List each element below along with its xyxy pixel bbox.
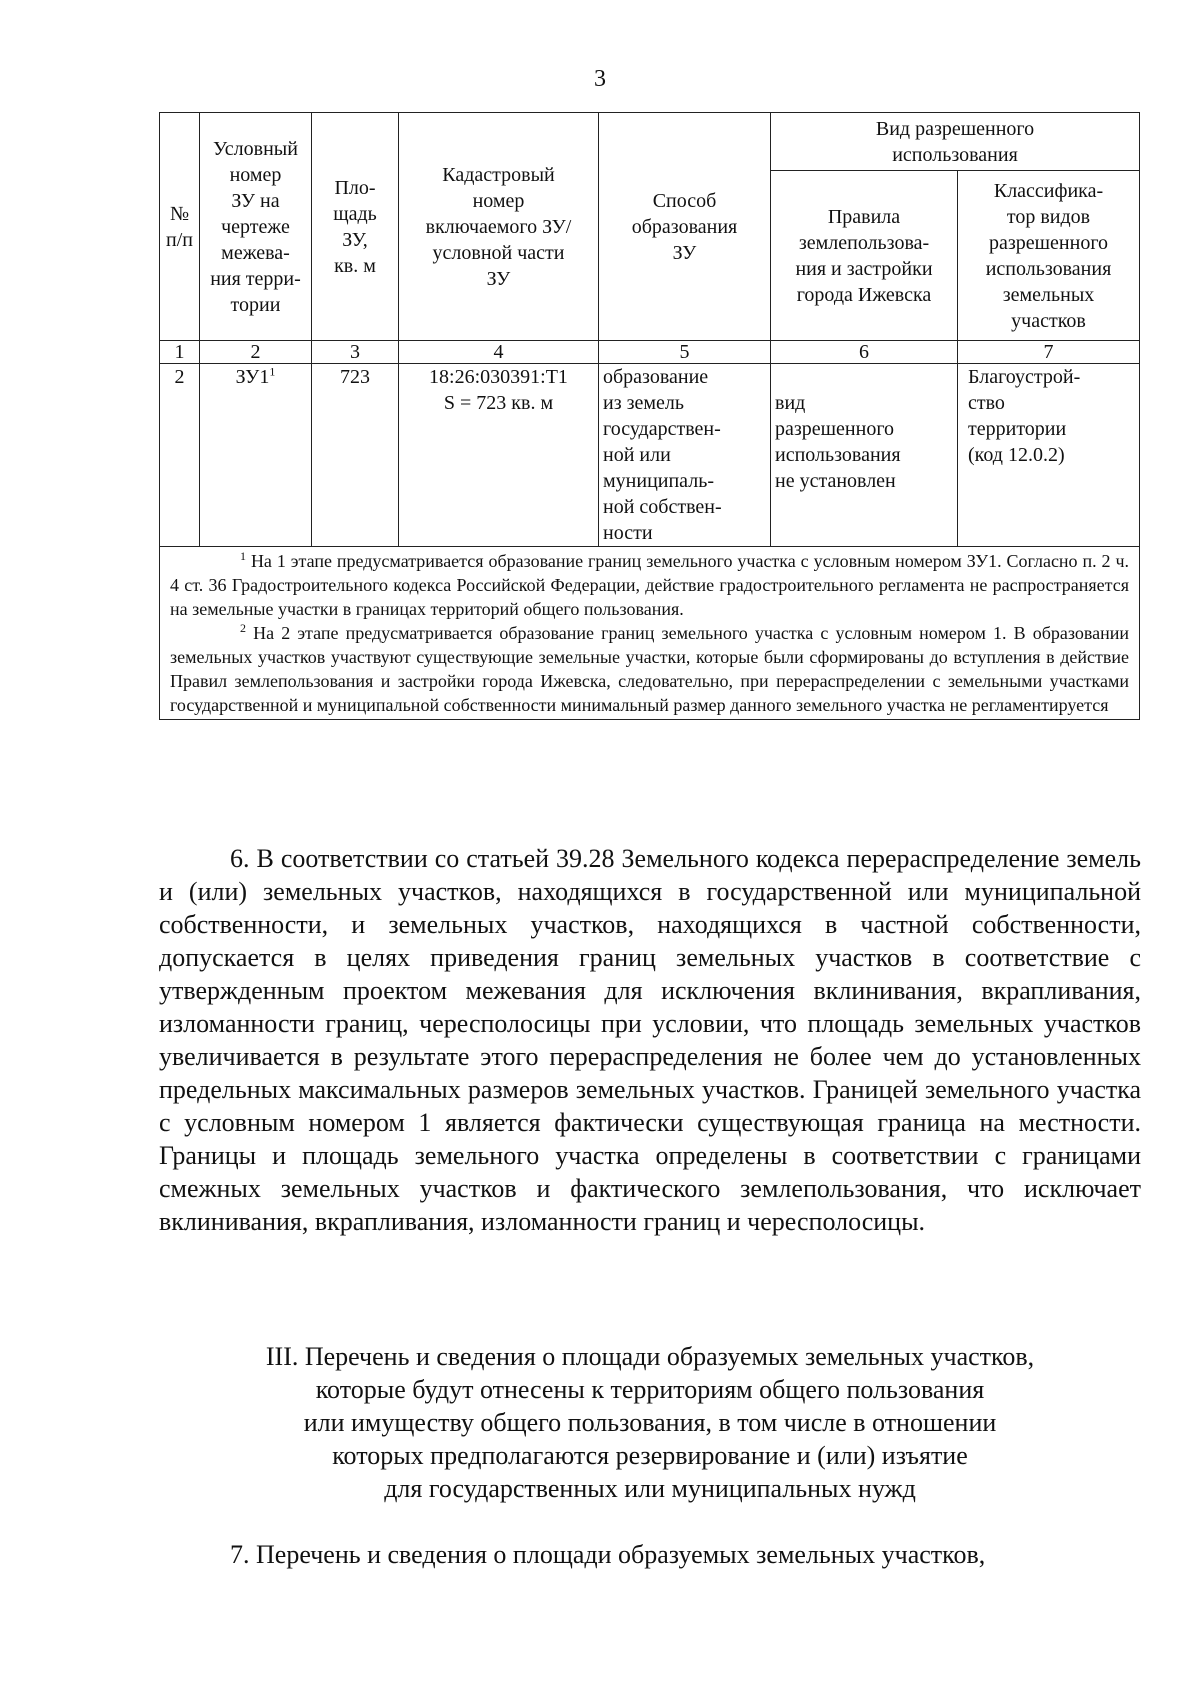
header-line: Кадастровый <box>442 163 555 186</box>
header-line: условной части <box>432 241 565 264</box>
table-notes <box>160 547 1140 720</box>
header-line: Пло- <box>334 176 376 199</box>
cell-line: ство <box>968 392 1005 414</box>
cell-line: S = 723 кв. м <box>443 392 554 414</box>
paragraph-6 <box>159 842 1141 1238</box>
cell-line: ной или <box>603 444 671 466</box>
footnote-text: На 1 этапе предусматривается образование границ земельного участка с условным номером ЗУ1. Согласно п. 2 ч. 4 ст. 36 Градостроительного кодекса Российской Федерации, действие градостроительного регламента не распространяется на земельные участки в границах территорий общего пользования. <box>170 551 1130 619</box>
header-line: использования <box>892 143 1018 166</box>
row-num: 2 <box>160 364 200 547</box>
cell-line: муниципаль- <box>603 470 714 492</box>
cell-line: вид <box>775 392 806 414</box>
header-line: межева- <box>221 241 290 264</box>
column-number: 2 <box>200 341 312 364</box>
cell-line: территории <box>968 418 1067 440</box>
header-line: номер <box>472 189 525 212</box>
header-line: ЗУ <box>672 241 697 264</box>
paragraph-7-text: 7. Перечень и сведения о площади образуемых земельных участков, <box>230 1540 986 1569</box>
column-number: 6 <box>771 341 958 364</box>
header-method <box>599 113 771 341</box>
header-line: ния и застройки <box>795 257 933 280</box>
row-area: 723 <box>312 364 399 547</box>
footnote-text: На 2 этапе предусматривается образование границ земельного участка с условным номером 1. В образовании земельных участков участвуют существующие земельные участки, которые были сформированы до вступления в действие Правил землепользования и застройки города Ижевска, следовательно, при перераспределении с земельными участками государственной и муниципальной собственности минимальный размер данного земельного участка не регламентируется <box>170 623 1130 715</box>
column-number: 4 <box>399 341 599 364</box>
header-line: разрешенного <box>988 231 1109 254</box>
header-line: земельных <box>1002 283 1095 306</box>
header-line: Правила <box>827 205 901 228</box>
cell-line: ной собствен- <box>603 496 722 518</box>
notes-row <box>160 547 1140 720</box>
cell-line: разрешенного <box>775 418 895 440</box>
header-permitted-use <box>771 113 1140 171</box>
paragraph-6-text: 6. В соответствии со статьей 39.28 Земельного кодекса перераспределение земель и (или) земельных участков, находящихся в государственной или муниципальной собственности, и земельных участков, находящихся в частной собственности, допускается в целях приведения границ земельных участков в соответствие с утвержденным проектом межевания для исключения вклинивания, вкрапливания, изломанности границ, чересполосицы при условии, что площадь земельных участков увеличивается в результате этого перераспределения не более чем до установленных предельных максимальных размеров земельных участков. Границей земельного участка с условным номером 1 является фактически существующая граница на местности. Границы и площадь земельного участка определены в соответствии с границами смежных земельных участков и фактического землепользования, что исключает вклинивания, вкрапливания, изломанности границ и чересполосицы. <box>159 844 1141 1236</box>
header-cadastral <box>399 113 599 341</box>
section-title-line: которых предполагаются резервирование и (или) изъятие <box>332 1441 968 1470</box>
header-conditional <box>200 113 312 341</box>
header-line: участков <box>1011 309 1086 332</box>
row-method <box>599 364 771 547</box>
footnote-mark: 1 <box>240 549 246 563</box>
row-rules <box>771 364 958 547</box>
section-3-title <box>159 1340 1141 1505</box>
row-conditional <box>200 364 312 547</box>
footnote-mark: 2 <box>240 621 246 635</box>
header-line: использования <box>985 257 1112 280</box>
cell-line: государствен- <box>603 418 721 440</box>
cell-line: Благоустрой- <box>968 366 1081 388</box>
header-num-text: № п/п <box>166 202 193 251</box>
table-row <box>160 364 1140 547</box>
header-classifier <box>958 171 1140 341</box>
column-number: 5 <box>599 341 771 364</box>
page-number: 3 <box>594 66 606 92</box>
header-line: Способ <box>652 189 717 212</box>
header-line: Условный <box>213 137 298 160</box>
header-num <box>160 113 200 341</box>
header-line: тор видов <box>1006 205 1091 228</box>
section-title-line: которые будут отнесены к территориям общего пользования <box>315 1375 985 1404</box>
cell-line: из земель <box>603 392 685 414</box>
row-classifier <box>958 364 1140 547</box>
header-rules <box>771 171 958 341</box>
header-line: ЗУ, <box>342 228 368 251</box>
paragraph-7 <box>159 1538 1141 1571</box>
footnote-1 <box>170 549 1129 621</box>
header-line: ния терри- <box>210 267 301 290</box>
header-line: включаемого ЗУ/ <box>425 215 572 238</box>
header-line: ЗУ на <box>231 189 280 212</box>
cell-line: не установлен <box>775 470 896 492</box>
cell-line: 18:26:030391:Т1 <box>429 366 568 388</box>
column-number: 3 <box>312 341 399 364</box>
footnote-2 <box>170 621 1129 717</box>
column-number-row <box>160 341 1140 364</box>
header-line: Классифика- <box>993 179 1104 202</box>
header-area <box>312 113 399 341</box>
header-line: щадь <box>333 202 377 225</box>
column-number: 7 <box>958 341 1140 364</box>
header-line: номер <box>229 163 282 186</box>
row-conditional-text: ЗУ1 <box>235 366 270 388</box>
cell-line: (код 12.0.2) <box>968 444 1065 466</box>
cell-line: ности <box>603 522 653 544</box>
header-line: кв. м <box>334 254 376 277</box>
header-line: чертеже <box>221 215 290 238</box>
section-title-line: или имуществу общего пользования, в том числе в отношении <box>303 1408 997 1437</box>
land-plot-table <box>159 112 1140 720</box>
cell-line: образование <box>603 366 709 388</box>
header-line: землепользова- <box>798 231 930 254</box>
section-title-line: для государственных или муниципальных нужд <box>384 1474 916 1503</box>
cell-line: использования <box>775 444 901 466</box>
column-number: 1 <box>160 341 200 364</box>
header-line: Вид разрешенного <box>875 117 1035 140</box>
header-line: ЗУ <box>486 267 511 290</box>
header-line: города Ижевска <box>796 283 932 306</box>
footnote-mark: 1 <box>269 364 276 379</box>
header-line: тории <box>230 293 281 316</box>
row-cadastral <box>399 364 599 547</box>
header-line: образования <box>631 215 738 238</box>
section-title-line: III. Перечень и сведения о площади образуемых земельных участков, <box>265 1342 1035 1371</box>
